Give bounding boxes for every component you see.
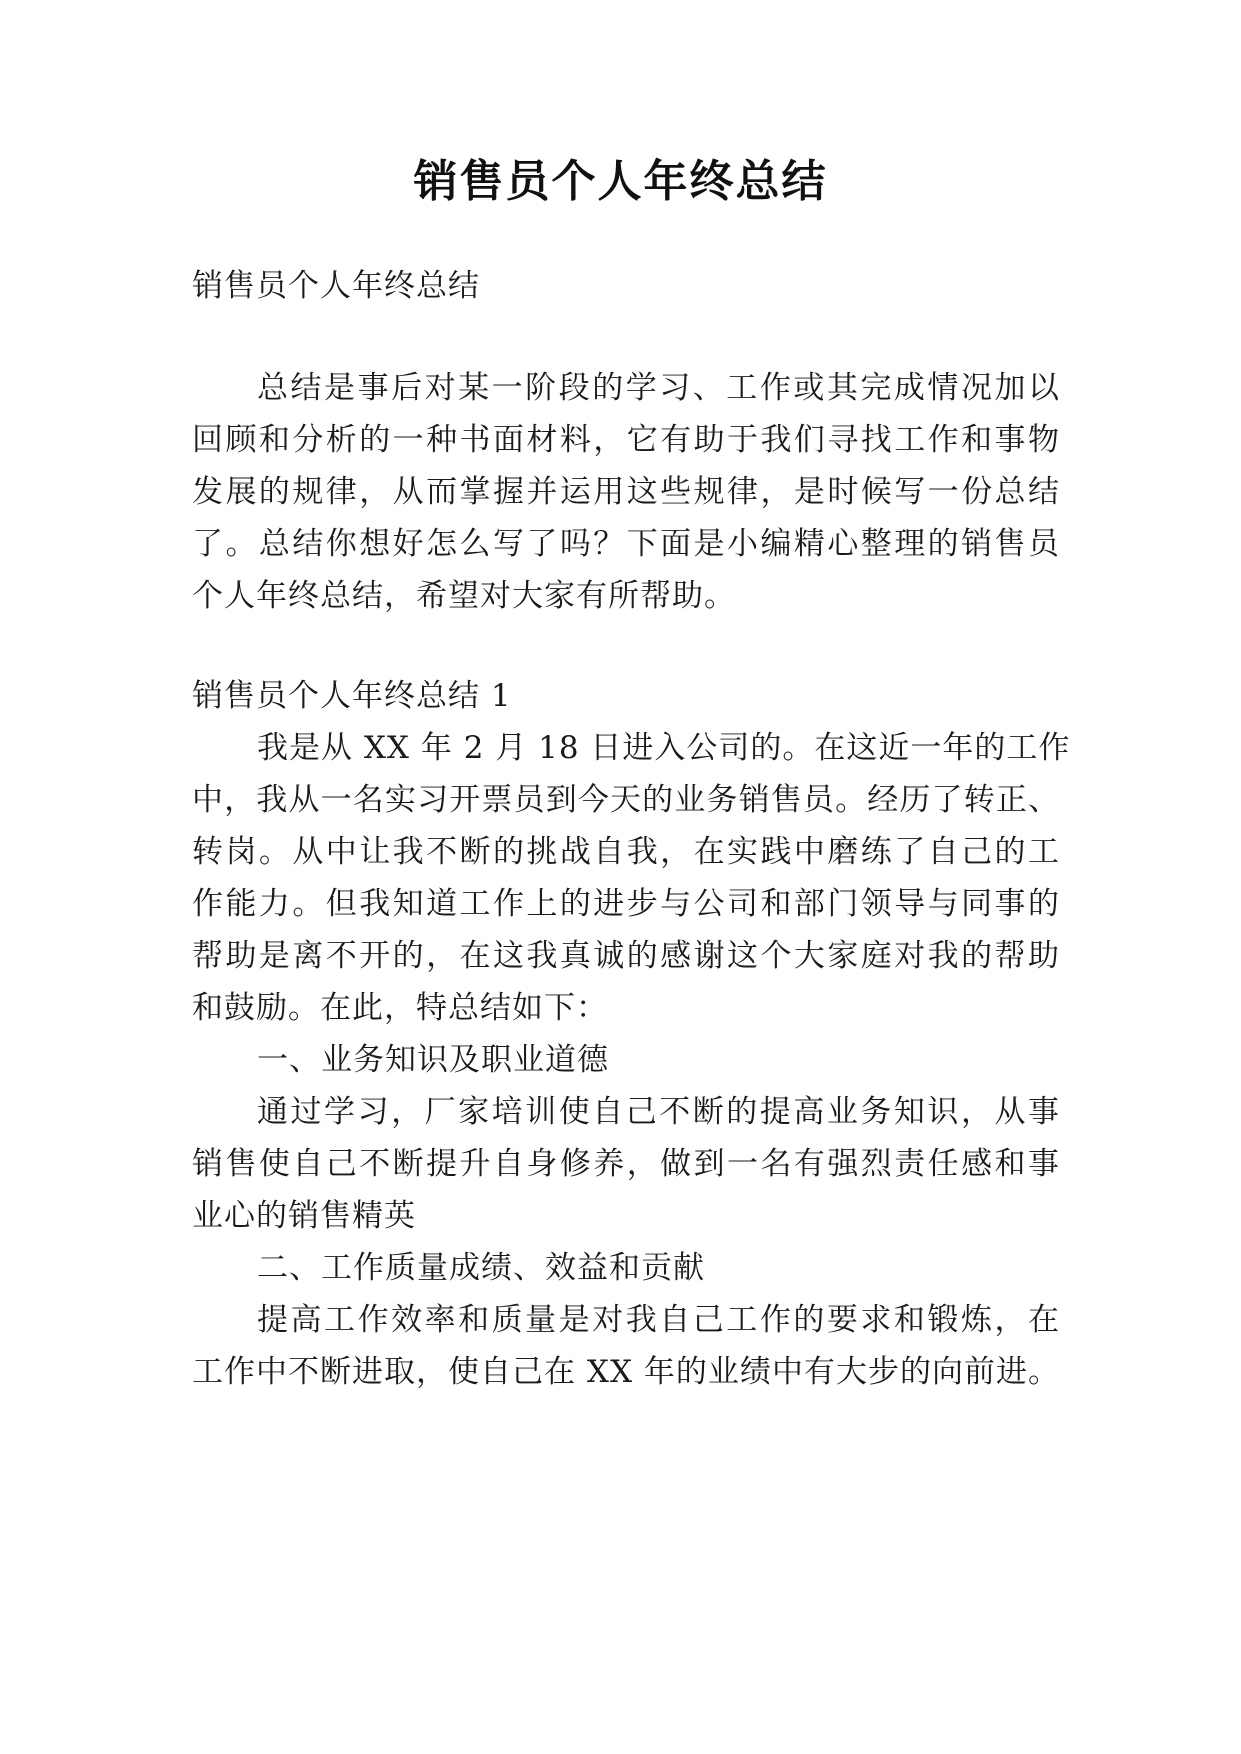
- section1-line-5: 帮助是离不开的，在这我真诚的感谢这个大家庭对我的帮助: [192, 938, 1060, 974]
- intro-line-4: 了。总结你想好怎么写了吗？下面是小编精心整理的销售员: [192, 526, 1060, 562]
- intro-line-1: 总结是事后对某一阶段的学习、工作或其完成情况加以: [257, 370, 1060, 406]
- item2-line-1: 提高工作效率和质量是对我自己工作的要求和锻炼，在: [257, 1302, 1060, 1338]
- item2-line-2: 工作中不断进取，使自己在 XX 年的业绩中有大步的向前进。: [192, 1354, 1060, 1390]
- item1-line-1: 通过学习，厂家培训使自己不断的提高业务知识，从事: [257, 1094, 1060, 1130]
- section-heading-1: 销售员个人年终总结 1: [192, 678, 512, 714]
- item1-line-3: 业心的销售精英: [192, 1198, 416, 1234]
- section1-line-4: 作能力。但我知道工作上的进步与公司和部门领导与同事的: [192, 886, 1060, 922]
- intro-line-3: 发展的规律，从而掌握并运用这些规律，是时候写一份总结: [192, 474, 1060, 510]
- section1-line-6: 和鼓励。在此，特总结如下：: [192, 990, 608, 1026]
- item2-heading: 二、工作质量成绩、效益和贡献: [257, 1250, 705, 1286]
- intro-line-5: 个人年终总结，希望对大家有所帮助。: [192, 578, 736, 614]
- document-subtitle: 销售员个人年终总结: [192, 268, 480, 304]
- page-title: 销售员个人年终总结: [413, 156, 828, 207]
- item1-heading: 一、业务知识及职业道德: [257, 1042, 609, 1078]
- section1-line-1: 我是从 XX 年 2 月 18 日进入公司的。在这近一年的工作: [257, 730, 1071, 766]
- section1-line-2: 中，我从一名实习开票员到今天的业务销售员。经历了转正、: [192, 782, 1060, 818]
- item1-line-2: 销售使自己不断提升自身修养，做到一名有强烈责任感和事: [192, 1146, 1060, 1182]
- intro-line-2: 回顾和分析的一种书面材料，它有助于我们寻找工作和事物: [192, 422, 1060, 458]
- section1-line-3: 转岗。从中让我不断的挑战自我，在实践中磨练了自己的工: [192, 834, 1060, 870]
